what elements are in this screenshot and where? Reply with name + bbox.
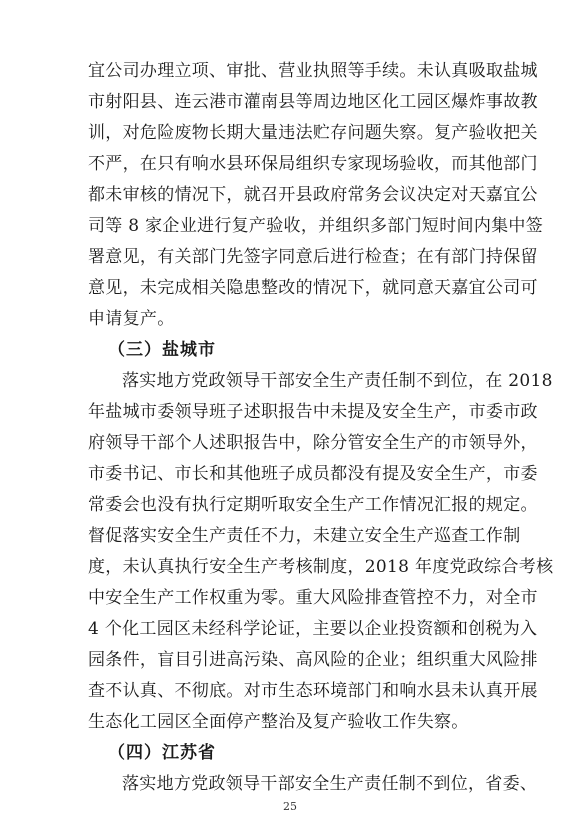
paragraph-line: 申请复产。 bbox=[88, 309, 175, 329]
paragraph-line: 生态化工园区全面停产整治及复产验收工作失察。 bbox=[88, 712, 469, 732]
paragraph-line: 署意见，有关部门先签字同意后进行检查；在有部门持保留 bbox=[88, 247, 538, 267]
paragraph-line: 中安全生产工作权重为零。重大风险排查管控不力，对全市 bbox=[88, 588, 538, 608]
paragraph-line: 落实地方党政领导干部安全生产责任制不到位，在 2018 bbox=[122, 371, 553, 391]
paragraph-line: 不严，在只有响水县环保局组织专家现场验收，而其他部门 bbox=[88, 154, 538, 174]
section-heading-yancheng: （三）盐城市 bbox=[108, 340, 216, 360]
paragraph-line: 度，未认真执行安全生产考核制度，2018 年度党政综合考核 bbox=[88, 557, 554, 577]
paragraph-line: 年盐城市委领导班子述职报告中未提及安全生产，市委市政 bbox=[88, 402, 538, 422]
paragraph-line: 4 个化工园区未经科学论证，主要以企业投资额和创税为入 bbox=[88, 619, 538, 639]
paragraph-line: 市射阳县、连云港市灌南县等周边地区化工园区爆炸事故教 bbox=[88, 92, 538, 112]
paragraph-line: 查不认真、不彻底。对市生态环境部门和响水县未认真开展 bbox=[88, 681, 538, 701]
page-number: 25 bbox=[283, 800, 297, 813]
paragraph-line: 司等 8 家企业进行复产验收，并组织多部门短时间内集中签 bbox=[88, 216, 544, 236]
paragraph-line: 意见，未完成相关隐患整改的情况下，就同意天嘉宜公司可 bbox=[88, 278, 538, 298]
paragraph-line: 训，对危险废物长期大量违法贮存问题失察。复产验收把关 bbox=[88, 123, 538, 143]
paragraph-line: 市委书记、市长和其他班子成员都没有提及安全生产，市委 bbox=[88, 464, 538, 484]
paragraph-line: 都未审核的情况下，就召开县政府常务会议决定对天嘉宜公 bbox=[88, 185, 538, 205]
paragraph-line: 府领导干部个人述职报告中，除分管安全生产的市领导外， bbox=[88, 433, 538, 453]
section-heading-jiangsu: （四）江苏省 bbox=[108, 743, 216, 763]
paragraph-line: 园条件，盲目引进高污染、高风险的企业；组织重大风险排 bbox=[88, 650, 538, 670]
paragraph-line: 常委会也没有执行定期听取安全生产工作情况汇报的规定。 bbox=[88, 495, 538, 515]
paragraph-line: 督促落实安全生产责任不力，未建立安全生产巡查工作制 bbox=[88, 526, 521, 546]
paragraph-line: 落实地方党政领导干部安全生产责任制不到位，省委、 bbox=[122, 774, 538, 794]
paragraph-line: 宜公司办理立项、审批、营业执照等手续。未认真吸取盐城 bbox=[88, 61, 538, 81]
